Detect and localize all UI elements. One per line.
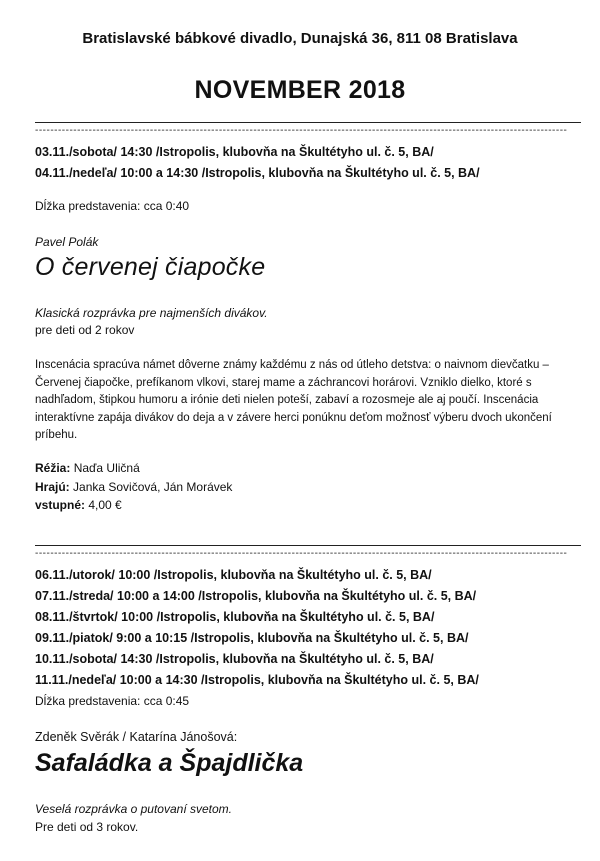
price — [35, 498, 122, 512]
month-title: NOVEMBER 2018 — [194, 76, 406, 104]
schedule-list — [35, 565, 479, 691]
show-subtitle: Klasická rozprávka pre najmenších divákov. — [35, 306, 268, 320]
duration-label: Dĺžka predstavenia: — [35, 199, 141, 213]
duration-value: cca 0:40 — [143, 199, 190, 213]
show-title: O červenej čiapočke — [35, 253, 266, 281]
schedule-item: 08.11./štvrtok/ 10:00 /Istropolis, klubovňa na Škultétyho ul. č. 5, BA/ — [35, 610, 435, 624]
show-author: Pavel Polák — [35, 235, 99, 249]
schedule-item: 07.11./streda/ 10:00 a 14:00 /Istropolis, klubovňa na Škultétyho ul. č. 5, BA/ — [35, 589, 477, 603]
duration-label: Dĺžka predstavenia: — [35, 694, 141, 708]
schedule-item: 11.11./nedeľa/ 10:00 a 14:30 /Istropolis, klubovňa na Škultétyho ul. č. 5, BA/ — [35, 673, 479, 687]
duration — [35, 694, 189, 708]
schedule-item: 06.11./utorok/ 10:00 /Istropolis, klubovňa na Škultétyho ul. č. 5, BA/ — [35, 568, 432, 582]
schedule-item: 10.11./sobota/ 14:30 /Istropolis, klubovňa na Škultétyho ul. č. 5, BA/ — [35, 652, 434, 666]
show-subtitle: Veselá rozprávka o putovaní svetom. — [35, 802, 232, 816]
show-author: Zdeněk Svěrák / Katarína Jánošová: — [35, 730, 238, 744]
schedule-item: 04.11./nedeľa/ 10:00 a 14:30 /Istropolis, klubovňa na Škultétyho ul. č. 5, BA/ — [35, 166, 480, 180]
duration-value: cca 0:45 — [143, 694, 190, 708]
cast-names: Janka Sovičová, Ján Morávek — [73, 480, 233, 494]
schedule-list — [35, 142, 480, 184]
director-credit — [35, 461, 140, 475]
schedule-item: 09.11./piatok/ 9:00 a 10:15 /Istropolis, klubovňa na Škultétyho ul. č. 5, BA/ — [35, 631, 469, 645]
age-recommendation: pre deti od 2 rokov — [35, 323, 135, 337]
director-name: Naďa Uličná — [73, 461, 140, 475]
venue-header: Bratislavské bábkové divadlo, Dunajská 36, 811 08 Bratislava — [82, 30, 518, 47]
director-label: Réžia: — [35, 461, 71, 475]
cast-label: Hrajú: — [35, 480, 70, 494]
separator-line — [35, 545, 581, 546]
price-label: vstupné: — [35, 498, 86, 512]
show-title: Safaládka a Špajdlička — [35, 749, 304, 777]
dashed-separator: ------------------------------------------------------------------------------------------------------------------------------------------- — [35, 126, 568, 136]
dashed-separator: ------------------------------------------------------------------------------------------------------------------------------------------- — [35, 549, 568, 559]
cast-credit — [35, 480, 232, 494]
separator-line — [35, 122, 581, 123]
price-value: 4,00 € — [88, 498, 122, 512]
show-description: Inscenácia spracúva námet dôverne známy každému z nás od útleho detstva: o naivnom dievčatku – Červenej čiapočke, prefíkanom vlkovi, starej mame a záchrancovi horárovi. Vzniklo dielko, ktoré s nadhľadom, štipkou humoru a iróniе deti nielen poteší, zabaví a rozosmeje ale aj poučí. Inscenácia interaktívne zapája divákov do deja a v závere herci ponúknu deťom možnosť výberu dvoch ukončení príbehu. — [35, 359, 552, 442]
duration — [35, 199, 189, 213]
age-recommendation: Pre deti od 3 rokov. — [35, 820, 139, 834]
schedule-item: 03.11./sobota/ 14:30 /Istropolis, klubovňa na Škultétyho ul. č. 5, BA/ — [35, 145, 434, 159]
